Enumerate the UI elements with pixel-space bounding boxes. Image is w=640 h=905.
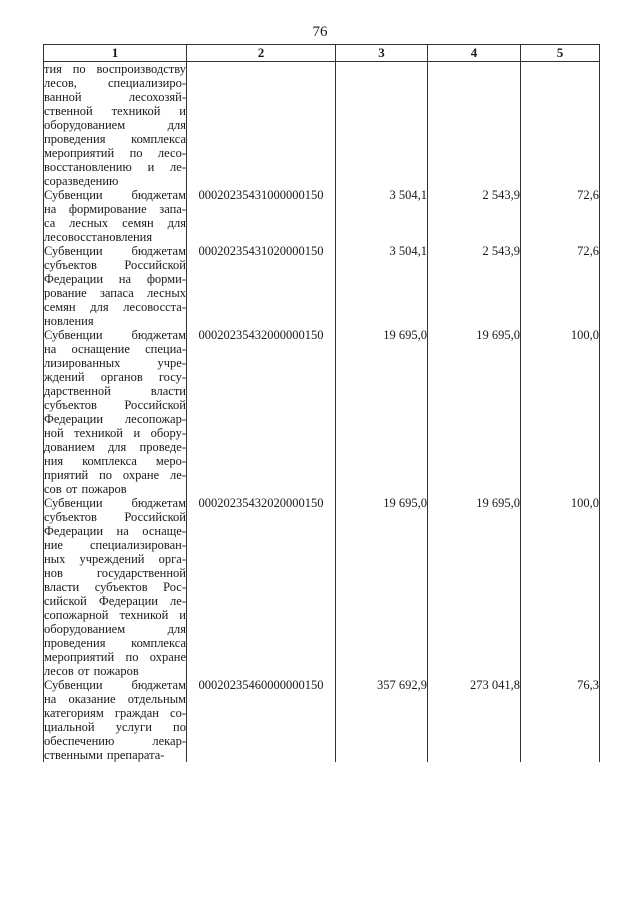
value-col3-cell: 19 695,0 bbox=[336, 496, 428, 678]
budget-code-cell: 00020235432020000150 bbox=[187, 496, 336, 678]
item-name-line: ние специализирован- bbox=[44, 538, 186, 552]
item-name-line: ждений органов госу- bbox=[44, 370, 186, 384]
item-name-line: лизированных учре- bbox=[44, 356, 186, 370]
budget-code-cell: 00020235431000000150 bbox=[187, 188, 336, 244]
table-row bbox=[44, 62, 600, 189]
item-name-line: проведения комплекса bbox=[44, 636, 186, 650]
column-header-1: 1 bbox=[44, 45, 187, 62]
item-name-line: сопожарной техникой и bbox=[44, 608, 186, 622]
item-name-line: рование запаса лесных bbox=[44, 286, 186, 300]
item-name-line: субъектов Российской bbox=[44, 258, 186, 272]
value-col3-cell: 19 695,0 bbox=[336, 328, 428, 496]
header-row bbox=[44, 45, 600, 62]
value-col3-cell: 3 504,1 bbox=[336, 188, 428, 244]
value-col3-cell: 357 692,9 bbox=[336, 678, 428, 762]
percent-cell: 100,0 bbox=[521, 496, 600, 678]
item-name-line: Субвенции бюджетам bbox=[44, 496, 186, 510]
percent-cell bbox=[521, 62, 600, 189]
item-name-line: субъектов Российской bbox=[44, 510, 186, 524]
percent-cell: 76,3 bbox=[521, 678, 600, 762]
item-name-line: приятий по охране ле- bbox=[44, 468, 186, 482]
item-name-line: на оказание отдельным bbox=[44, 692, 186, 706]
item-name-line: Федерации на форми- bbox=[44, 272, 186, 286]
item-name-line: Федерации лесопожар- bbox=[44, 412, 186, 426]
column-header-4: 4 bbox=[428, 45, 521, 62]
item-name-line: Субвенции бюджетам bbox=[44, 244, 186, 258]
item-name-line: новления bbox=[44, 314, 94, 328]
item-name-line: на оснащение специа- bbox=[44, 342, 186, 356]
item-name-line: власти субъектов Рос- bbox=[44, 580, 186, 594]
item-name-line: на формирование запа- bbox=[44, 202, 186, 216]
value-col4-cell: 2 543,9 bbox=[428, 188, 521, 244]
value-col3-cell bbox=[336, 62, 428, 189]
percent-cell: 72,6 bbox=[521, 188, 600, 244]
item-name-cell bbox=[44, 244, 187, 328]
percent-cell: 72,6 bbox=[521, 244, 600, 328]
value-col4-cell bbox=[428, 62, 521, 189]
table-row bbox=[44, 188, 600, 244]
item-name-cell bbox=[44, 496, 187, 678]
item-name-line: субъектов Российской bbox=[44, 398, 186, 412]
value-col3-cell: 3 504,1 bbox=[336, 244, 428, 328]
budget-code-cell bbox=[187, 62, 336, 189]
budget-code-cell: 00020235431020000150 bbox=[187, 244, 336, 328]
item-name-line: ния комплекса меро- bbox=[44, 454, 186, 468]
item-name-line: Субвенции бюджетам bbox=[44, 678, 186, 692]
item-name-line: обеспечению лекар- bbox=[44, 734, 186, 748]
item-name-line: соразведению bbox=[44, 174, 119, 188]
item-name-line: восстановлению и ле- bbox=[44, 160, 186, 174]
item-name-line: Федерации на оснаще- bbox=[44, 524, 186, 538]
item-name-line: оборудованием для bbox=[44, 622, 186, 636]
item-name-line: категориям граждан со- bbox=[44, 706, 186, 720]
value-col4-cell: 273 041,8 bbox=[428, 678, 521, 762]
item-name-line: Субвенции бюджетам bbox=[44, 188, 186, 202]
page-number: 76 bbox=[312, 24, 328, 40]
item-name-line: мероприятий по лесо- bbox=[44, 146, 186, 160]
item-name-line: оборудованием для bbox=[44, 118, 186, 132]
item-name-line: проведения комплекса bbox=[44, 132, 186, 146]
column-header-3: 3 bbox=[336, 45, 428, 62]
column-header-2: 2 bbox=[187, 45, 336, 62]
item-name-line: сийской Федерации ле- bbox=[44, 594, 186, 608]
budget-table bbox=[43, 44, 600, 762]
item-name-line: лесов от пожаров bbox=[44, 664, 139, 678]
table-row bbox=[44, 328, 600, 496]
item-name-cell bbox=[44, 678, 187, 762]
item-name-cell bbox=[44, 62, 187, 189]
item-name-line: са лесных семян для bbox=[44, 216, 186, 230]
item-name-line: ной техникой и обору- bbox=[44, 426, 186, 440]
item-name-line: ственной техникой и bbox=[44, 104, 186, 118]
table-body bbox=[44, 62, 600, 763]
item-name-line: циальной услуги по bbox=[44, 720, 186, 734]
column-header-5: 5 bbox=[521, 45, 600, 62]
item-name-line: ванной лесохозяй- bbox=[44, 90, 186, 104]
value-col4-cell: 19 695,0 bbox=[428, 328, 521, 496]
value-col4-cell: 2 543,9 bbox=[428, 244, 521, 328]
item-name-cell bbox=[44, 328, 187, 496]
item-name-line: дарственной власти bbox=[44, 384, 186, 398]
percent-cell: 100,0 bbox=[521, 328, 600, 496]
budget-code-cell: 00020235460000000150 bbox=[187, 678, 336, 762]
item-name-line: семян для лесовосста- bbox=[44, 300, 186, 314]
item-name-line: ных учреждений орга- bbox=[44, 552, 186, 566]
item-name-line: нов государственной bbox=[44, 566, 186, 580]
item-name-cell bbox=[44, 188, 187, 244]
value-col4-cell: 19 695,0 bbox=[428, 496, 521, 678]
item-name-line: тия по воспроизводству bbox=[44, 62, 186, 76]
table-row bbox=[44, 244, 600, 328]
item-name-line: Субвенции бюджетам bbox=[44, 328, 186, 342]
item-name-line: дованием для проведе- bbox=[44, 440, 186, 454]
item-name-line: лесовосстановления bbox=[44, 230, 153, 244]
item-name-line: ственными препарата- bbox=[44, 748, 165, 762]
table-row bbox=[44, 496, 600, 678]
budget-code-cell: 00020235432000000150 bbox=[187, 328, 336, 496]
item-name-line: сов от пожаров bbox=[44, 482, 127, 496]
table-row bbox=[44, 678, 600, 762]
item-name-line: мероприятий по охране bbox=[44, 650, 186, 664]
item-name-line: лесов, специализиро- bbox=[44, 76, 186, 90]
